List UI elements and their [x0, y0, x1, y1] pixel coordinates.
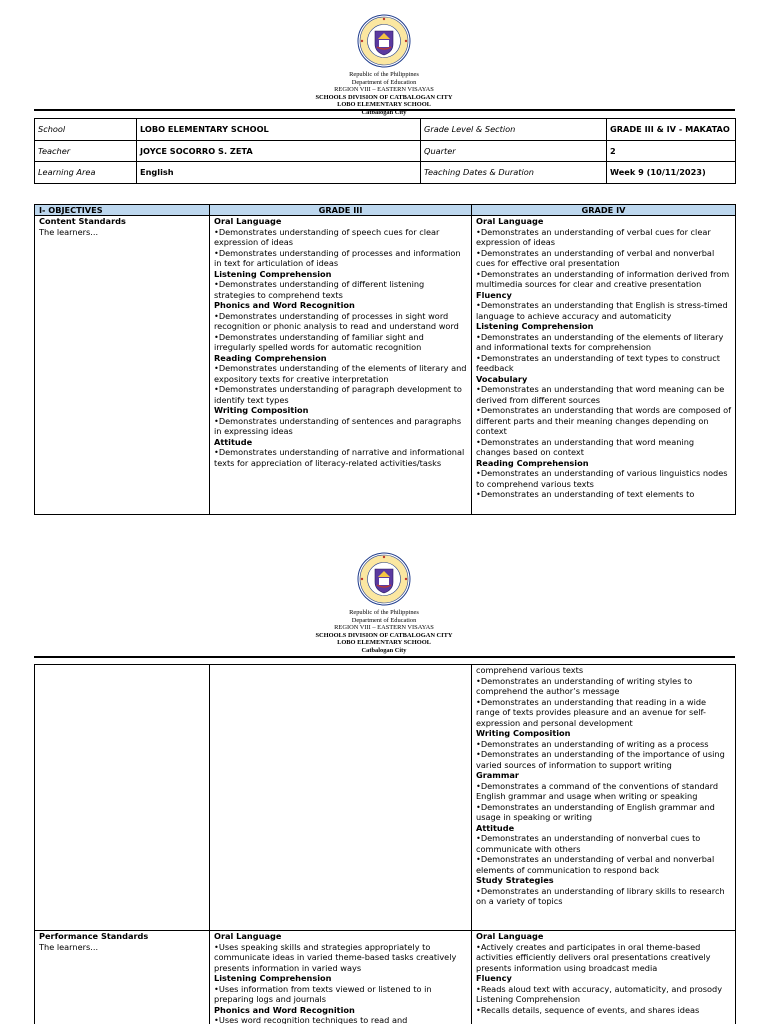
standard-item: •Demonstrates an understanding of English grammar and usage in speaking or writing [476, 801, 715, 822]
section-heading: Attitude [476, 822, 515, 833]
division-line: SCHOOLS DIVISION OF CATBALOGAN CITY [315, 93, 453, 101]
standard-item: •Demonstrates a command of the conventions of standard English grammar and usage when writing or speaking [476, 780, 719, 801]
header-rule [34, 656, 735, 658]
republic-line: Republic of the Philippines [349, 609, 419, 616]
section-heading: Listening Comprehension [476, 321, 594, 331]
standard-item: •Demonstrates an understanding of writing styles to comprehend the author’s message [476, 675, 693, 696]
section-heading: Writing Composition [214, 405, 309, 415]
standard-item: •Demonstrates an understanding of nonverbal cues to communicate with others [476, 833, 701, 854]
city-line: Catbalogan City [361, 646, 407, 654]
grade-iv-header: GRADE IV [472, 205, 736, 216]
section-heading: Phonics and Word Recognition [214, 1004, 355, 1015]
page-2 [0, 548, 768, 1024]
section-heading: Listening Comprehension [214, 268, 332, 279]
info-value: English [137, 162, 421, 184]
standard-item: •Demonstrates an understanding of verbal cues for clear expression of ideas [476, 226, 711, 247]
section-heading: Oral Language [214, 931, 282, 941]
standard-item: •Demonstrates an understanding that word meaning can be derived from different sources [476, 384, 725, 405]
standard-item: •Reads aloud text with accuracy, automaticity, and prosody [476, 983, 723, 994]
standard-item: comprehend various texts [476, 665, 584, 675]
objectives-header-row [35, 205, 736, 216]
standard-item: •Demonstrates an understanding that words are composed of different parts and their meaning changes depending on context [476, 405, 732, 436]
standard-item: •Demonstrates understanding of paragraph development to identify text types [214, 384, 462, 405]
info-label: Learning Area [35, 162, 137, 184]
standard-item: •Demonstrates understanding of familiar sight and irregularly spelled words for automatic recognition [214, 331, 424, 352]
standard-label-cell [35, 216, 210, 515]
learners-text: The learners... [39, 941, 99, 952]
info-label: Grade Level & Section [421, 119, 607, 141]
info-value: GRADE III & IV - MAKATAO [607, 119, 736, 141]
content-standards-row-continued [35, 665, 736, 931]
section-heading: Reading Comprehension [476, 457, 589, 468]
standard-item: •Demonstrates an understanding of writing as a process [476, 738, 709, 749]
grade-iii-header: GRADE III [210, 205, 472, 216]
standard-item: •Demonstrates understanding of processes in sight word recognition or phonic analysis to read and understand word [214, 310, 459, 331]
section-heading: Listening Comprehension [214, 973, 332, 983]
grade-iii-cell [210, 665, 472, 931]
standard-item: •Demonstrates an understanding that reading in a wide range of texts provides pleasure and an avenue for self-expression and personal development [476, 696, 707, 728]
standard-item: •Demonstrates understanding of speech cues for clear expression of ideas [214, 226, 440, 247]
section-heading: Attitude [214, 436, 253, 447]
region-line: REGION VIII – EASTERN VISAYAS [334, 624, 434, 632]
standard-item: •Demonstrates an understanding of text elements to [476, 489, 695, 499]
republic-line: Republic of the Philippines [349, 71, 419, 78]
standard-item: •Uses speaking skills and strategies appropriately to communicate ideas in varied theme-based tasks creatively presents information in varied ways [214, 941, 457, 973]
standard-label-cell [35, 665, 210, 931]
section-heading: Phonics and Word Recognition [214, 300, 355, 310]
standard-item: •Demonstrates understanding of narrative and informational texts for appreciation of literacy-related activities/tasks [214, 447, 465, 468]
deped-seal-icon [357, 552, 411, 606]
school-line: LOBO ELEMENTARY SCHOOL [337, 639, 431, 647]
standard-item: •Actively creates and participates in oral theme-based activities efficiently delivers oral presentations creatively presents information using broadcast media [476, 941, 711, 973]
section-heading: Writing Composition [476, 728, 571, 738]
grade-iv-cell [472, 931, 736, 1024]
standard-item: •Demonstrates an understanding of the importance of using varied sources of information to support writing [476, 749, 725, 770]
grade-iii-cell [210, 216, 472, 515]
objectives-header: I- OBJECTIVES [35, 205, 210, 216]
division-line: SCHOOLS DIVISION OF CATBALOGAN CITY [315, 631, 453, 639]
grade-iii-cell [210, 931, 472, 1024]
standard-item: Listening Comprehension [476, 994, 581, 1004]
objectives-table [34, 204, 736, 515]
info-label: Teacher [35, 140, 137, 162]
section-heading: Fluency [476, 289, 512, 300]
standard-item: •Demonstrates understanding of different listening strategies to comprehend texts [214, 279, 425, 300]
info-value: JOYCE SOCORRO S. ZETA [137, 140, 421, 162]
standard-item: •Demonstrates an understanding of various linguistics nodes to comprehend various texts [476, 468, 728, 489]
standard-item: •Demonstrates an understanding of verbal and nonverbal elements of communication to respond back [476, 854, 715, 875]
grade-iv-cell [472, 216, 736, 515]
performance-standards-row [35, 931, 736, 1024]
standard-item: •Demonstrates an understanding of the elements of literary and informational texts for comprehension [476, 331, 724, 352]
city-line: Catbalogan City [361, 108, 407, 116]
section-heading: Vocabulary [476, 373, 528, 384]
standard-item: •Demonstrates understanding of the elements of literary and expository texts for creative interpretation [214, 363, 467, 384]
standard-item: •Demonstrates an understanding of text types to construct feedback [476, 352, 720, 373]
section-heading: Grammar [476, 770, 519, 780]
grade-iv-cell [472, 665, 736, 931]
info-value: Week 9 (10/11/2023) [607, 162, 736, 184]
info-label: Teaching Dates & Duration [421, 162, 607, 184]
letterhead [0, 552, 768, 655]
section-heading: Oral Language [476, 931, 544, 941]
department-line: Department of Education [351, 78, 417, 86]
standard-item: •Uses word recognition techniques to read and [214, 1015, 408, 1024]
standard-item: •Uses information from texts viewed or listened to in preparing logs and journals [214, 983, 432, 1004]
deped-seal-icon [357, 14, 411, 68]
region-line: REGION VIII – EASTERN VISAYAS [334, 86, 434, 94]
section-heading: Oral Language [214, 216, 282, 226]
standard-item: •Demonstrates an understanding of library skills to research on a variety of topics [476, 885, 725, 906]
info-table [34, 118, 736, 184]
section-heading: Fluency [476, 973, 512, 983]
standard-item: •Demonstrates an understanding of information derived from multimedia sources for clear and creative presentation [476, 268, 730, 289]
standard-item: •Demonstrates understanding of processes and information in text for articulation of ideas [214, 247, 461, 268]
section-heading: Oral Language [476, 216, 544, 226]
standard-item: •Demonstrates understanding of sentences and paragraphs in expressing ideas [214, 415, 462, 436]
performance-standards-title: Performance Standards [39, 931, 149, 941]
info-row [35, 140, 736, 162]
content-standards-title: Content Standards [39, 216, 126, 226]
department-line: Department of Education [351, 616, 417, 624]
section-heading: Reading Comprehension [214, 352, 327, 363]
learners-text: The learners... [39, 226, 99, 237]
info-label: School [35, 119, 137, 141]
info-row [35, 119, 736, 141]
standard-item: •Demonstrates an understanding that word meaning changes based on context [476, 436, 695, 457]
info-label: Quarter [421, 140, 607, 162]
info-value: LOBO ELEMENTARY SCHOOL [137, 119, 421, 141]
objectives-table-continued [34, 664, 736, 1024]
standard-item: •Recalls details, sequence of events, and shares ideas [476, 1004, 700, 1015]
letterhead [0, 14, 768, 117]
standard-label-cell [35, 931, 210, 1024]
standard-item: •Demonstrates an understanding that English is stress-timed language to achieve accuracy and automaticity [476, 300, 728, 321]
content-standards-row [35, 216, 736, 515]
info-value: 2 [607, 140, 736, 162]
info-row [35, 162, 736, 184]
school-line: LOBO ELEMENTARY SCHOOL [337, 101, 431, 109]
section-heading: Study Strategies [476, 875, 554, 885]
standard-item: •Demonstrates an understanding of verbal and nonverbal cues for effective oral presentation [476, 247, 715, 268]
header-rule [34, 109, 735, 111]
